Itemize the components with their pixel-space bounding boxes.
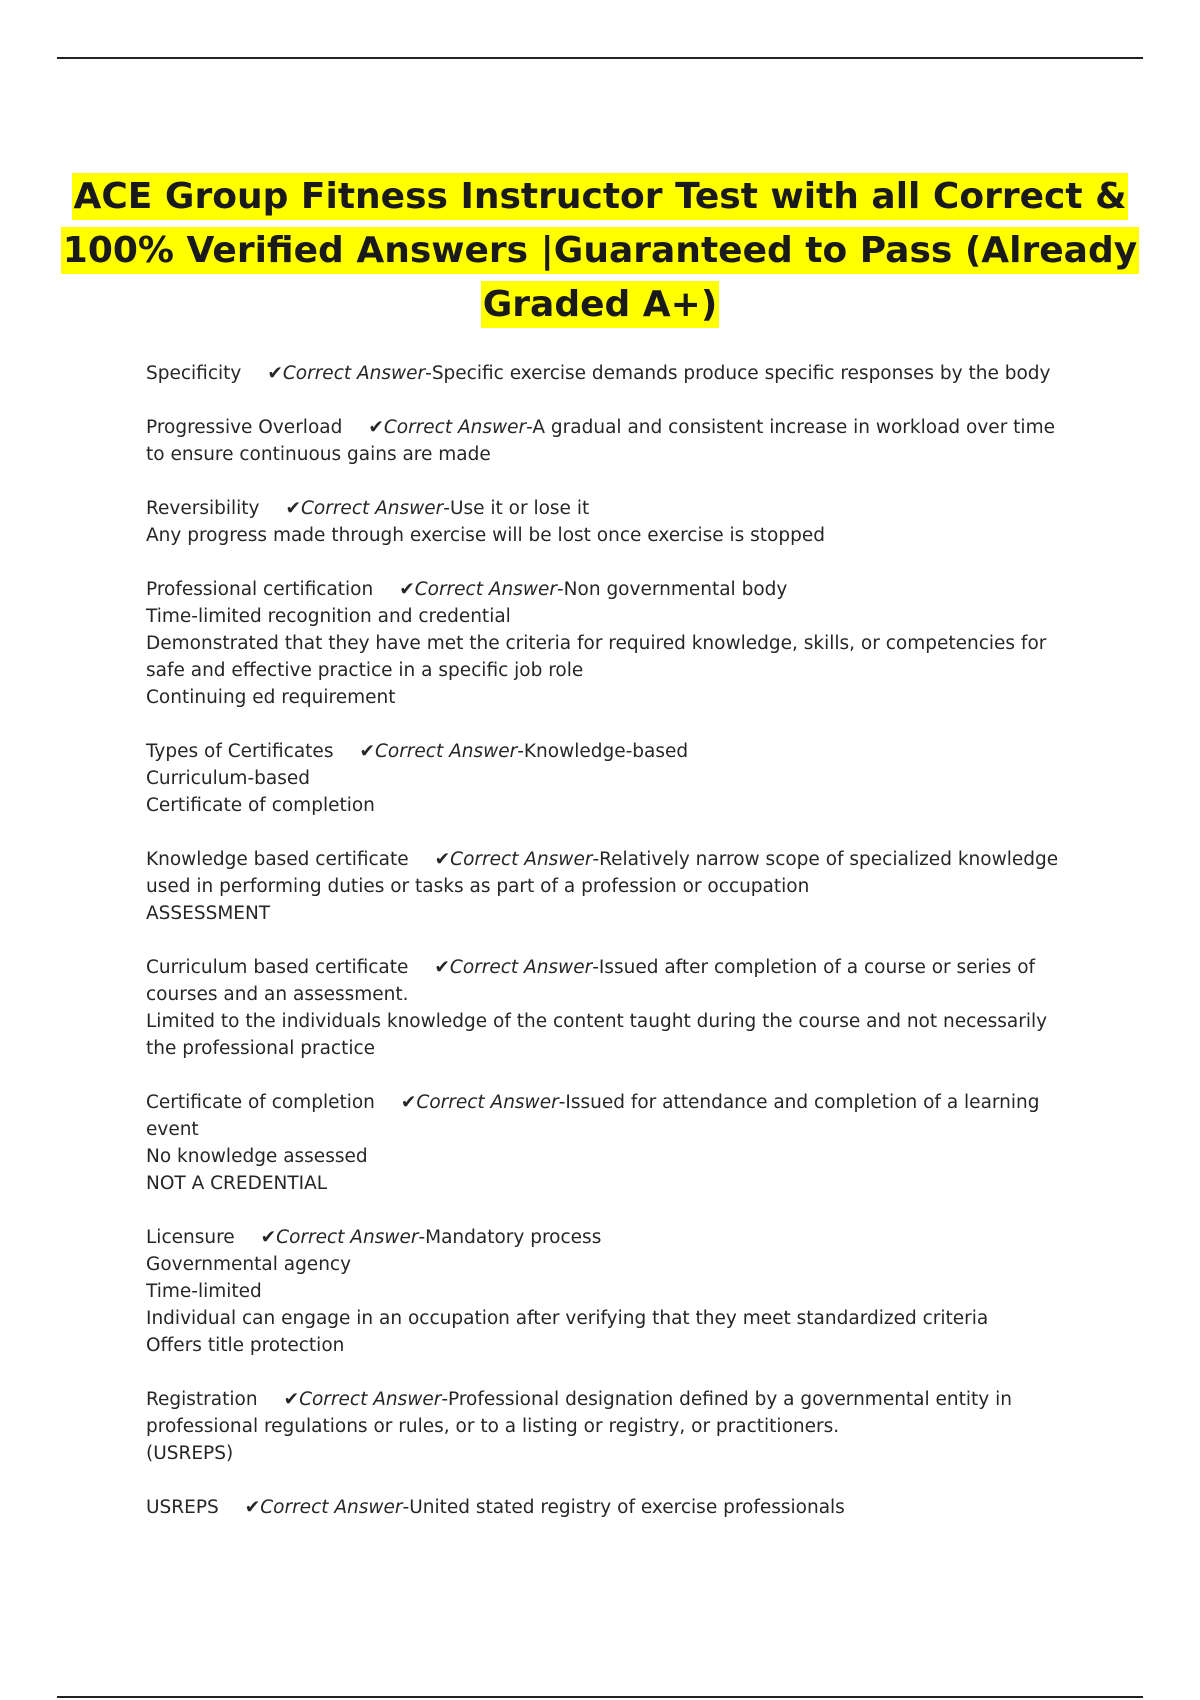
qa-answer: -Issued for attendance and completion of a learning event (146, 1092, 1040, 1140)
qa-detail-line: (USREPS) (146, 1443, 234, 1464)
qa-answer: -Use it or lose it (443, 498, 590, 519)
qa-entry (146, 846, 1066, 927)
qa-detail-line: Curriculum-based (146, 768, 310, 789)
correct-answer-label: ✔Correct Answer (267, 363, 426, 384)
correct-answer-label: ✔Correct Answer (283, 1389, 442, 1410)
qa-entry (146, 1494, 1066, 1521)
correct-answer-label: ✔Correct Answer (399, 579, 557, 600)
qa-term: Registration (146, 1389, 258, 1410)
qa-detail-line: Demonstrated that they have met the criteria for required knowledge, skills, or competencies for safe and effective practice in a specific job role (146, 633, 1047, 681)
qa-first-line (146, 1494, 1066, 1521)
qa-answer: -A gradual and consistent increase in workload over time to ensure continuous gains are made (146, 417, 1055, 465)
qa-term: Progressive Overload (146, 417, 343, 438)
qa-answer: -Issued after completion of a course or series of courses and an assessment. (146, 957, 1036, 1005)
title-highlight: ACE Group Fitness Instructor Test with all Correct & 100% Verified Answers |Guaranteed to Pass (Already Graded A+) (61, 173, 1139, 328)
qa-first-line (146, 846, 1066, 900)
qa-answer: -Professional designation defined by a governmental entity in professional regulations or rules, or to a listing or registry, or practitioners. (146, 1389, 1012, 1437)
qa-detail-line: NOT A CREDENTIAL (146, 1173, 328, 1194)
qa-first-line (146, 1224, 1066, 1251)
qa-first-line (146, 414, 1066, 468)
qa-term: USREPS (146, 1497, 219, 1518)
qa-detail-line: Any progress made through exercise will be lost once exercise is stopped (146, 525, 825, 546)
qa-term: Knowledge based certificate (146, 849, 409, 870)
qa-first-line (146, 495, 1066, 522)
bottom-rule (57, 1696, 1143, 1698)
qa-detail-line: Certificate of completion (146, 795, 375, 816)
qa-entry (146, 954, 1066, 1062)
qa-entry (146, 360, 1066, 387)
qa-detail-line: Time-limited (146, 1281, 262, 1302)
document-title (60, 170, 1140, 332)
qa-detail-line: No knowledge assessed (146, 1146, 368, 1167)
qa-answer: -United stated registry of exercise professionals (402, 1497, 845, 1518)
qa-first-line (146, 1089, 1066, 1143)
qa-entry (146, 1089, 1066, 1197)
qa-detail-line: Continuing ed requirement (146, 687, 396, 708)
qa-first-line (146, 1386, 1066, 1440)
qa-detail-line: Time-limited recognition and credential (146, 606, 511, 627)
qa-first-line (146, 954, 1066, 1008)
correct-answer-label: ✔Correct Answer (260, 1227, 419, 1248)
top-rule (57, 57, 1143, 59)
correct-answer-label: ✔Correct Answer (368, 417, 527, 438)
qa-entry (146, 738, 1066, 819)
qa-term: Licensure (146, 1227, 235, 1248)
correct-answer-label: ✔Correct Answer (434, 957, 593, 978)
correct-answer-label: ✔Correct Answer (285, 498, 444, 519)
qa-term: Specificity (146, 363, 242, 384)
correct-answer-label: ✔Correct Answer (434, 849, 593, 870)
qa-first-line (146, 738, 1066, 765)
qa-entry (146, 495, 1066, 549)
qa-detail-line: Limited to the individuals knowledge of the content taught during the course and not necessarily the professional practice (146, 1011, 1048, 1059)
qa-detail-line: ASSESSMENT (146, 903, 271, 924)
qa-detail-line: Individual can engage in an occupation after verifying that they meet standardized criteria (146, 1308, 989, 1329)
qa-entry (146, 414, 1066, 468)
qa-answer: -Relatively narrow scope of specialized knowledge used in performing duties or tasks as part of a profession or occupation (146, 849, 1059, 897)
qa-term: Curriculum based certificate (146, 957, 409, 978)
qa-list (146, 360, 1066, 1548)
qa-term: Reversibility (146, 498, 260, 519)
qa-answer: -Non governmental body (557, 579, 788, 600)
qa-term: Certificate of completion (146, 1092, 375, 1113)
qa-entry (146, 1386, 1066, 1467)
qa-entry (146, 1224, 1066, 1359)
qa-answer: -Knowledge-based (517, 741, 689, 762)
correct-answer-label: ✔Correct Answer (244, 1497, 403, 1518)
correct-answer-label: ✔Correct Answer (400, 1092, 559, 1113)
qa-term: Types of Certificates (146, 741, 334, 762)
qa-detail-line: Offers title protection (146, 1335, 345, 1356)
qa-first-line (146, 576, 1066, 603)
qa-answer: -Specific exercise demands produce specific responses by the body (425, 363, 1051, 384)
correct-answer-label: ✔Correct Answer (359, 741, 518, 762)
qa-term: Professional certification (146, 579, 374, 600)
qa-detail-line: Governmental agency (146, 1254, 352, 1275)
qa-first-line (146, 360, 1066, 387)
qa-entry (146, 576, 1066, 711)
qa-answer: -Mandatory process (418, 1227, 602, 1248)
